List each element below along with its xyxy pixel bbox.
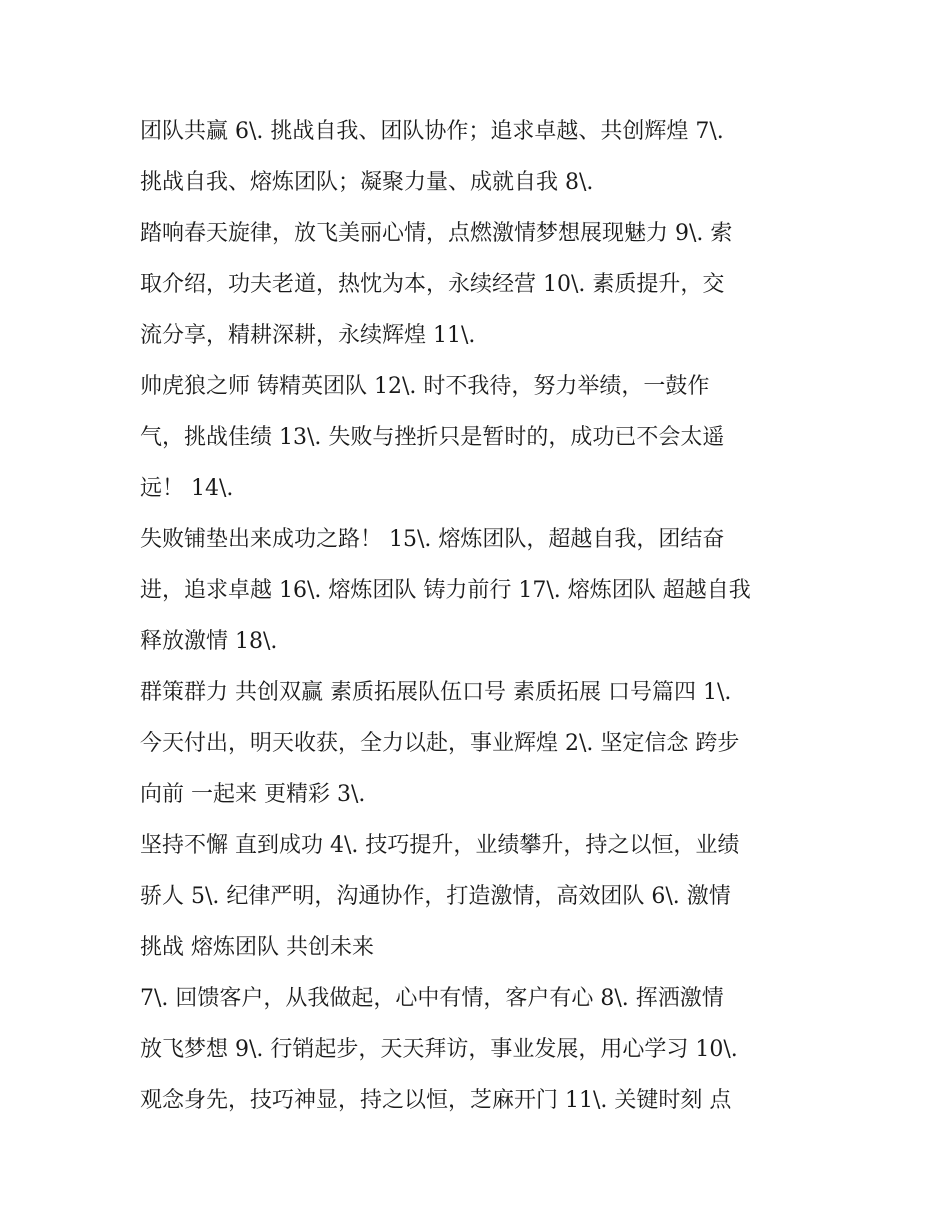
text-line: 帅虎狼之师 铸精英团队 12\. 时不我待，努力举绩，一鼓作 xyxy=(140,374,710,399)
text-line: 向前 一起来 更精彩 3\. xyxy=(140,782,366,807)
text-line: 观念身先，技巧神显，持之以恒，芝麻开门 11\. 关键时刻 点 xyxy=(140,1088,732,1113)
text-line: 群策群力 共创双赢 素质拓展队伍口号 素质拓展 口号篇四 1\. xyxy=(140,680,732,705)
text-line: 释放激情 18\. xyxy=(140,629,278,654)
text-line: 失败铺垫出来成功之路！ 15\. 熔炼团队，超越自我，团结奋 xyxy=(140,527,725,552)
document-body xyxy=(140,106,820,1126)
text-line: 7\. 回馈客户，从我做起，心中有情，客户有心 8\. 挥洒激情 xyxy=(140,986,724,1011)
text-line: 远！ 14\. xyxy=(140,476,234,501)
text-line: 挑战自我、熔炼团队；凝聚力量、成就自我 8\. xyxy=(140,170,594,195)
text-line: 骄人 5\. 纪律严明，沟通协作，打造激情，高效团队 6\. 激情 xyxy=(140,884,731,909)
text-line: 团队共赢 6\. 挑战自我、团队协作；追求卓越、共创辉煌 7\. xyxy=(140,119,724,144)
text-line: 挑战 熔炼团队 共创未来 xyxy=(140,935,374,960)
text-line: 踏响春天旋律，放飞美丽心情，点燃激情梦想展现魅力 9\. 索 xyxy=(140,221,733,246)
text-line: 今天付出，明天收获，全力以赴，事业辉煌 2\. 坚定信念 跨步 xyxy=(140,731,740,756)
text-line: 气，挑战佳绩 13\. 失败与挫折只是暂时的，成功已不会太遥 xyxy=(140,425,725,450)
text-line: 进，追求卓越 16\. 熔炼团队 铸力前行 17\. 熔炼团队 超越自我 xyxy=(140,578,751,603)
text-line: 取介绍，功夫老道，热忱为本，永续经营 10\. 素质提升，交 xyxy=(140,272,725,297)
text-line: 坚持不懈 直到成功 4\. 技巧提升，业绩攀升，持之以恒，业绩 xyxy=(140,833,740,858)
text-line: 放飞梦想 9\. 行销起步，天天拜访，事业发展，用心学习 10\. xyxy=(140,1037,738,1062)
text-line: 流分享，精耕深耕，永续辉煌 11\. xyxy=(140,323,476,348)
